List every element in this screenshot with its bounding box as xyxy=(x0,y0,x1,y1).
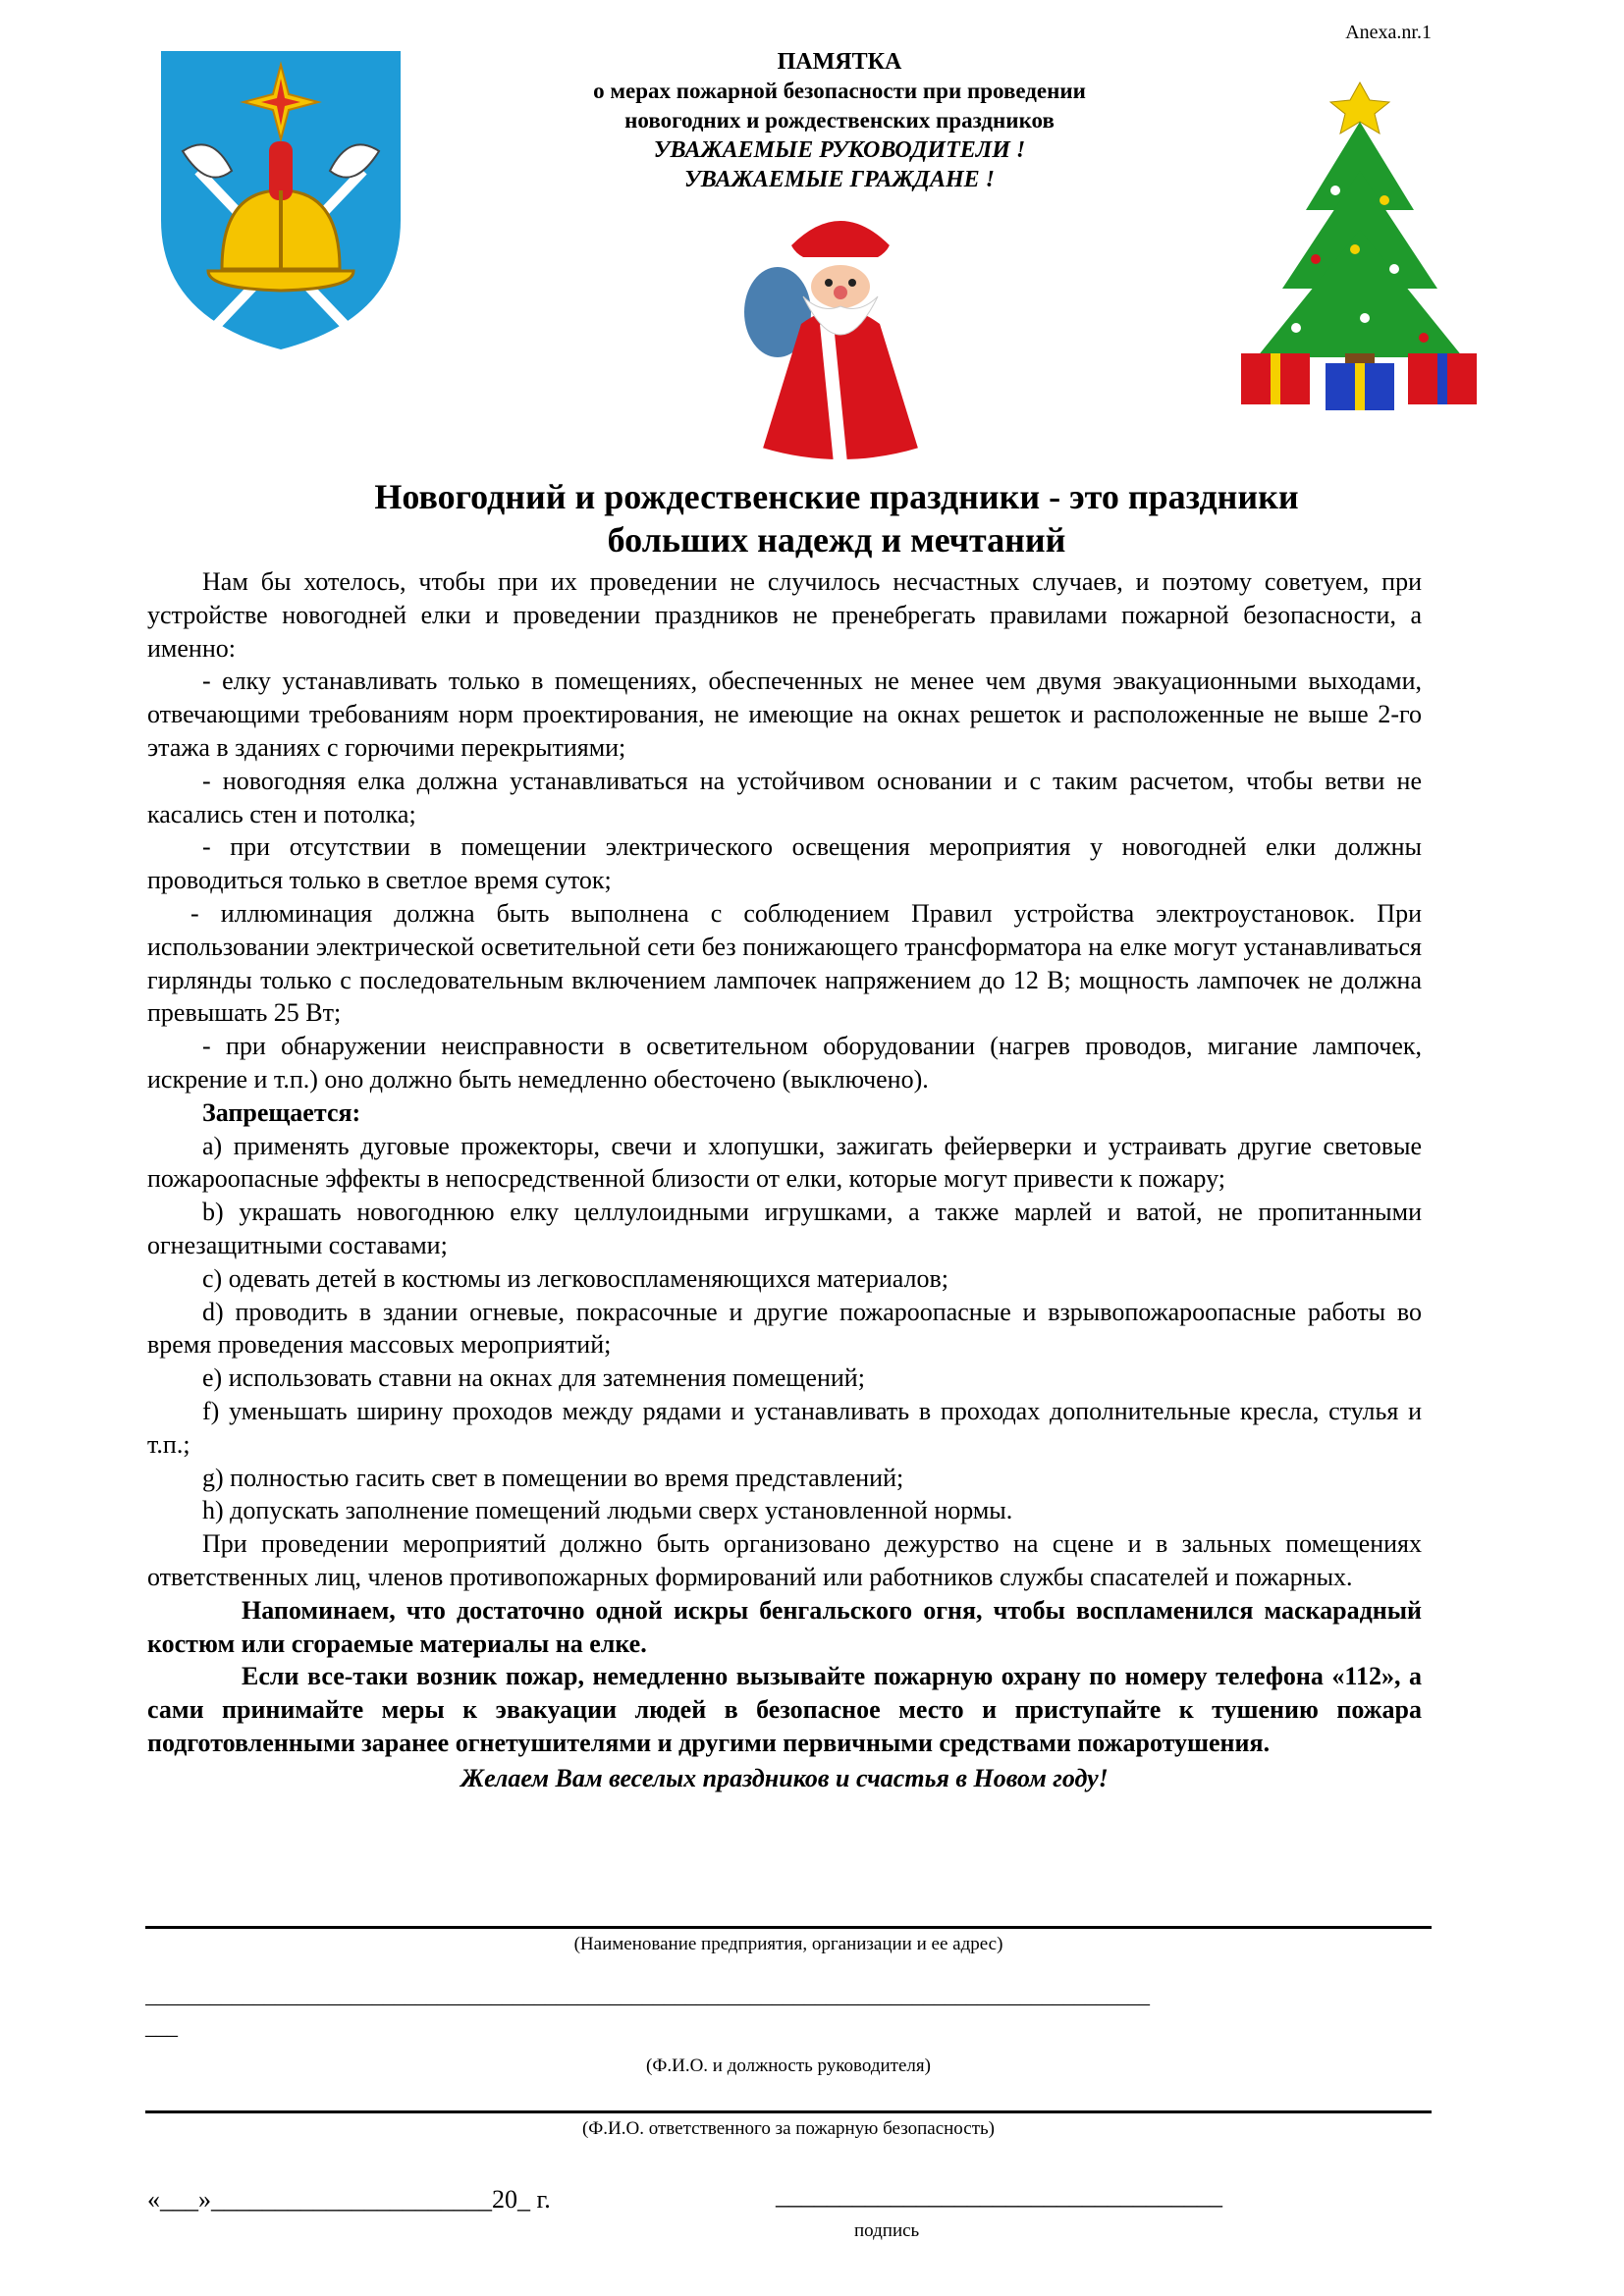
greeting-citizens: УВАЖАЕМЫЕ ГРАЖДАНЕ ! xyxy=(684,167,995,192)
org-caption: (Наименование предприятия, организации и ее адрес) xyxy=(573,1934,1003,1954)
manager-caption: (Ф.И.О. и должность руководителя) xyxy=(646,2056,931,2076)
emergency-paragraph: Если все-таки возник пожар, немедленно вызывайте пожарную охрану по номеру телефона «112», а сами принимайте меры к эвакуации людей в безопасное место и приступайте к тушению пожара подготовленными заранее огнетушителями и другими первичными средствами пожаротушения. xyxy=(147,1662,1422,1757)
prohibited-item: e) использовать ставни на окнах для затемнения помещений; xyxy=(202,1363,865,1393)
main-title xyxy=(147,475,1526,561)
sign-caption: подпись xyxy=(854,2220,920,2241)
org-signature-line xyxy=(145,1926,1432,1929)
manager-underscore-line: _____________________________________________________________________________________________ xyxy=(145,1983,1150,2007)
prohibited-item: b) украшать новогоднюю елку целлулоидными игрушками, а также марлей и ватой, не пропитанными огнезащитными составами; xyxy=(147,1198,1422,1259)
main-title-line-1: Новогодний и рождественские праздники - это праздники xyxy=(374,477,1299,516)
rule-item: - при отсутствии в помещении электрического освещения мероприятия у новогодней елки должны проводиться только в светлое время суток; xyxy=(147,832,1422,895)
holiday-wish: Желаем Вам веселых праздников и счастья в Новом году! xyxy=(460,1763,1109,1792)
prohibited-item: а) применять дуговые прожекторы, свечи и хлопушки, зажигать фейерверки и устраивать другие световые пожароопасные эффекты в непосредственной близости от елки, которые могут привести к пожару; xyxy=(147,1131,1422,1194)
rule-item: - при обнаружении неисправности в осветительном оборудовании (нагрев проводов, мигание лампочек, искрение и т.п.) оно должно быть немедленно обесточено (выключено). xyxy=(147,1032,1422,1094)
memo-header xyxy=(471,47,1208,194)
rule-item: - иллюминация должна быть выполнена с соблюдением Правил устройства электроустановок. При использовании электрической осветительной сети без понижающего трансформатора на елке могут устанавливаться гирлянды только с последовательным включением лампочек напряжением до 12 В; мощность лампочек не должна превышать 25 Вт; xyxy=(147,898,1422,1028)
manager-underscore-tail: ___ xyxy=(145,2014,178,2039)
sign-line: ___________________________________ xyxy=(776,2181,1222,2210)
fire-service-emblem-icon xyxy=(153,43,408,357)
memo-body xyxy=(147,565,1422,1794)
reminder-paragraph: Напоминаем, что достаточно одной искры бенгальского огня, чтобы воспламенился маскарадный костюм или сгораемые материалы на елке. xyxy=(147,1595,1422,1658)
prohibited-item: g) полностью гасить свет в помещении во время представлений; xyxy=(202,1463,904,1492)
memo-title: ПАМЯТКА xyxy=(777,49,902,75)
christmas-tree-icon xyxy=(1227,63,1492,416)
main-title-line-2: больших надежд и мечтаний xyxy=(607,520,1066,560)
duty-paragraph: При проведении мероприятий должно быть организовано дежурство на сцене и в зальных помещениях ответственных лиц, членов противопожарных формирований или работников службы спасателей и пожарных. xyxy=(147,1529,1422,1591)
date-field: «___»______________________20_ г. xyxy=(147,2185,551,2214)
prohibited-heading: Запрещается: xyxy=(202,1097,361,1127)
intro-paragraph: Нам бы хотелось, чтобы при их проведении не случилось несчастных случаев, и поэтому советуем, при устройстве новогодней елки и проведении праздников не пренебрегать правилами пожарной безопасности, а именно: xyxy=(147,567,1422,663)
greeting-managers: УВАЖАЕМЫЕ РУКОВОДИТЕЛИ ! xyxy=(653,137,1026,163)
memo-subtitle-2: новогодних и рождественских праздников xyxy=(624,108,1055,133)
responsible-caption: (Ф.И.О. ответственного за пожарную безопасность) xyxy=(581,2118,996,2139)
memo-subtitle-1: о мерах пожарной безопасности при проведении xyxy=(593,79,1086,103)
prohibited-item: d) проводить в здании огневые, покрасочные и другие пожароопасные и взрывопожароопасные работы во время проведения массовых мероприятий; xyxy=(147,1297,1422,1360)
prohibited-item: f) уменьшать ширину проходов между рядами и устанавливать в проходах дополнительные кресла, стулья и т.п.; xyxy=(147,1396,1422,1459)
rule-item: - новогодняя елка должна устанавливаться на устойчивом основании и с таким расчетом, чтобы ветви не касались стен и потолка; xyxy=(147,766,1422,828)
santa-claus-icon xyxy=(732,206,948,471)
prohibited-item: h) допускать заполнение помещений людьми сверх установленной нормы. xyxy=(202,1496,1013,1525)
rule-item: - елку устанавливать только в помещениях, обеспеченных не менее чем двумя эвакуационными выходами, отвечающими требованиям норм проектирования, не имеющие на окнах решеток и расположенные не выше 2-го этажа в зданиях с горючими перекрытиями; xyxy=(147,667,1422,762)
prohibited-item: c) одевать детей в костюмы из легковоспламеняющихся материалов; xyxy=(202,1263,949,1293)
annex-number: Anexa.nr.1 xyxy=(1345,22,1432,43)
responsible-signature-line xyxy=(145,2110,1432,2113)
